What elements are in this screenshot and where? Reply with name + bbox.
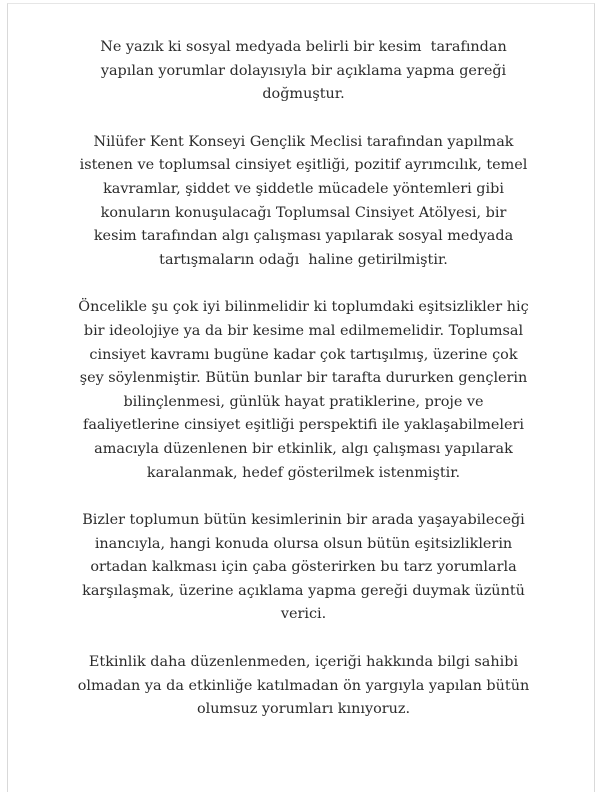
- text-line: kavramlar, şiddet ve şiddetle mücadele yöntemleri gibi: [103, 180, 504, 197]
- text-line: olmadan ya da etkinliğe katılmadan ön yargıyla yapılan bütün: [77, 677, 530, 694]
- text-line: ortadan kalkması için çaba gösterirken bu tarz yorumlarla: [90, 559, 517, 576]
- text-line: cinsiyet kavramı bugüne kadar çok tartışılmış, üzerine çok: [89, 346, 518, 363]
- text-line: verici.: [280, 606, 327, 623]
- text-line: amacıyla düzenlenen bir etkinlik, algı çalışması yapılarak: [94, 440, 513, 457]
- text-line: istenen ve toplumsal cinsiyet eşitliği, pozitif ayrımcılık, temel: [79, 157, 528, 174]
- paragraph-1: [10, 36, 597, 107]
- statement-text: [10, 36, 597, 746]
- text-line: bir ideolojiye ya da bir kesime mal edilmemelidir. Toplumsal: [83, 322, 524, 339]
- text-line: karalanmak, hedef gösterilmek istenmiştir.: [146, 464, 461, 481]
- text-line: tartışmaların odağı haline getirilmiştir.: [159, 251, 448, 268]
- text-line: bilinçlenmesi, günlük hayat pratiklerine, proje ve: [123, 393, 484, 410]
- paragraph-5: [10, 651, 597, 722]
- text-line: inancıyla, hangi konuda olursa olsun bütün eşitsizliklerin: [94, 535, 513, 552]
- text-line: karşılaşmak, üzerine açıklama yapma gereği duymak üzüntü: [82, 582, 525, 599]
- text-line: Etkinlik daha düzenlenmeden, içeriği hakkında bilgi sahibi: [88, 654, 519, 671]
- text-line: doğmuştur.: [262, 86, 345, 103]
- text-line: konuların konuşulacağı Toplumsal Cinsiyet Atölyesi, bir: [100, 204, 507, 221]
- text-line: olumsuz yorumları kınıyoruz.: [196, 701, 411, 718]
- text-line: faaliyetlerine cinsiyet eşitliği perspektifi ile yaklaşabilmeleri: [83, 417, 524, 434]
- text-line: kesim tarafından algı çalışması yapılarak sosyal medyada: [93, 228, 514, 245]
- text-line: Ne yazık ki sosyal medyada belirli bir kesim tarafından: [100, 39, 507, 55]
- paragraph-4: [10, 509, 597, 627]
- text-line: Öncelikle şu çok iyi bilinmelidir ki toplumdaki eşitsizlikler hiç: [78, 299, 529, 316]
- text-line: Nilüfer Kent Konseyi Gençlik Meclisi tarafından yapılmak: [93, 133, 514, 150]
- paragraph-2: [10, 131, 597, 273]
- text-line: şey söylenmiştir. Bütün bunlar bir tarafta dururken gençlerin: [79, 370, 528, 387]
- paragraph-3: [10, 296, 597, 485]
- text-line: Bizler toplumun bütün kesimlerinin bir arada yaşayabileceği: [82, 512, 525, 529]
- text-line: yapılan yorumlar dolayısıyla bir açıklama yapma gereği: [100, 62, 507, 79]
